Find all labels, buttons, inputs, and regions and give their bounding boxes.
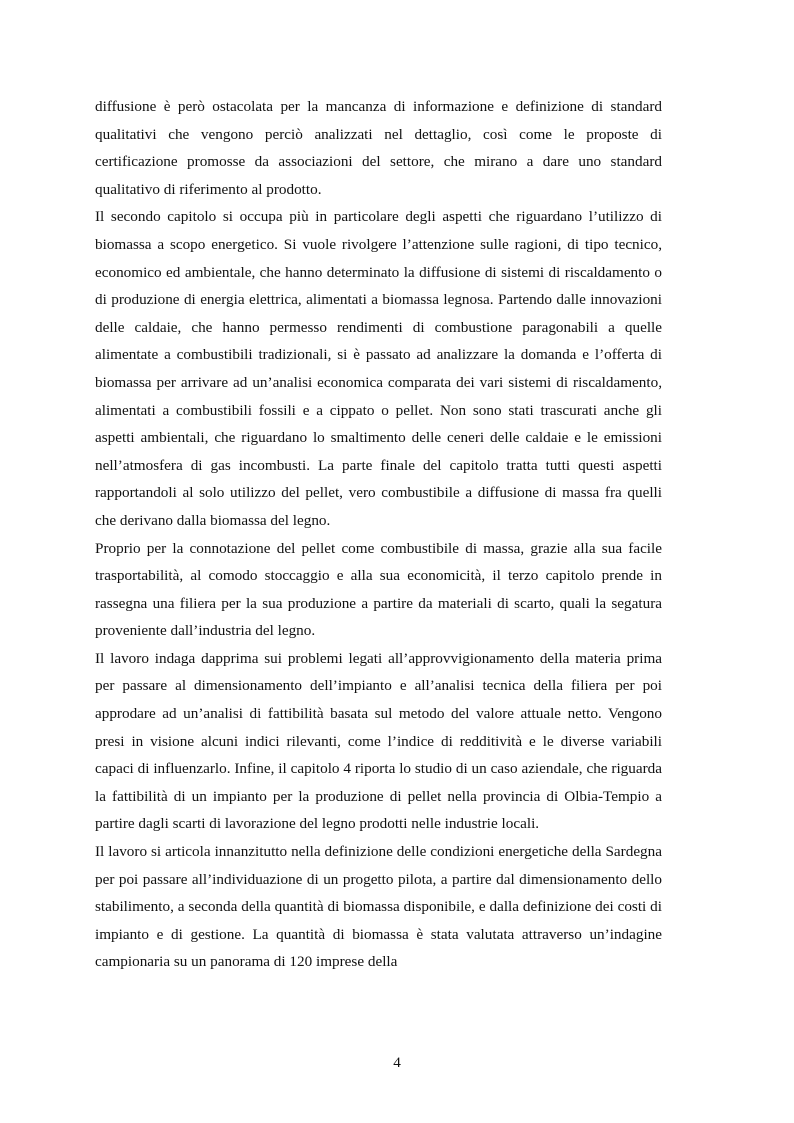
paragraph-5: Il lavoro si articola innanzitutto nella definizione delle condizioni energetiche della Sardegna per poi passare all’individuazione di un progetto pilota, a partire dal dimensionamento dello stabilimento, a seconda della quantità di biomassa disponibile, e dalla definizione dei costi di impianto e di gestione. La quantità di biomassa è stata valutata attraverso un’indagine campionaria su un panorama di 120 imprese della xyxy=(95,843,662,971)
page-number: 4 xyxy=(393,1054,401,1071)
paragraph-1: diffusione è però ostacolata per la mancanza di informazione e definizione di standard qualitativi che vengono perciò analizzati nel dettaglio, così come le proposte di certificazione promosse da associazioni del settore, che mirano a dare uno standard qualitativo di riferimento al prodotto. xyxy=(95,98,662,198)
paragraph-4: Il lavoro indaga dapprima sui problemi legati all’approvvigionamento della materia prima per passare al dimensionamento dell’impianto e all’analisi tecnica della filiera per poi approdare ad un’analisi di fattibilità basata sul metodo del valore attuale netto. Vengono presi in visione alcuni indici rilevanti, come l’indice di redditività e le diverse variabili capaci di influenzarlo. Infine, il capitolo 4 riporta lo studio di un caso aziendale, che riguarda la fattibilità di un impianto per la produzione di pellet nella provincia di Olbia-Tempio a partire dagli scarti di lavorazione del legno prodotti nelle industrie locali. xyxy=(95,649,662,833)
paragraph-2: Il secondo capitolo si occupa più in particolare degli aspetti che riguardano l’utilizzo di biomassa a scopo energetico. Si vuole rivolgere l’attenzione sulle ragioni, di tipo tecnico, economico ed ambientale, che hanno determinato la diffusione di sistemi di riscaldamento o di produzione di energia elettrica, alimentati a biomassa legnosa. Partendo dalle innovazioni delle caldaie, che hanno permesso rendimenti di combustione paragonabili a quelle alimentate a combustibili tradizionali, si è passato ad analizzare la domanda e l’offerta di biomassa per arrivare ad un’analisi economica comparata dei vari sistemi di riscaldamento, alimentati a combustibili fossili e a cippato o pellet. Non sono stati trascurati anche gli aspetti ambientali, che riguardano lo smaltimento delle ceneri delle caldaie e le emissioni nell’atmosfera di gas incombusti. La parte finale del capitolo tratta tutti questi aspetti rapportandoli al solo utilizzo del pellet, vero combustibile a diffusione di massa fra quelli che derivano dalla biomassa del legno. xyxy=(95,208,662,529)
body-text xyxy=(95,93,662,976)
paragraph-3: Proprio per la connotazione del pellet come combustibile di massa, grazie alla sua facile trasportabilità, al comodo stoccaggio e alla sua economicità, il terzo capitolo prende in rassegna una filiera per la sua produzione a partire da materiali di scarto, quali la segatura proveniente dall’industria del legno. xyxy=(95,539,662,640)
